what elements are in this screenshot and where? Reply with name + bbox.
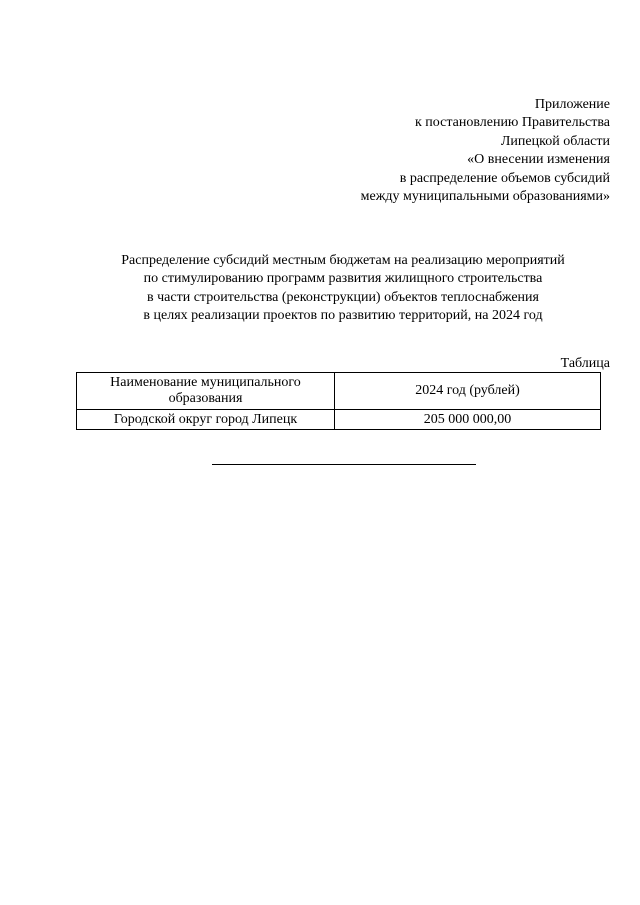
title-line: в части строительства (реконструкции) объектов теплоснабжения [147, 289, 539, 305]
title-line: по стимулированию программ развития жилищного строительства [143, 271, 543, 287]
header-municipality [77, 373, 335, 410]
annex-block [361, 96, 610, 206]
annex-line: Приложение [534, 97, 610, 112]
title-line: Распределение субсидий местным бюджетам на реализацию мероприятий [121, 253, 565, 268]
header-amount: 2024 год (рублей) [335, 373, 601, 410]
subsidy-table [76, 372, 601, 430]
closing-rule [212, 464, 476, 465]
cell-municipality: Городской округ город Липецк [77, 410, 335, 430]
header-municipality-line1: Наименование муниципального [110, 375, 301, 390]
cell-amount: 205 000 000,00 [335, 410, 601, 430]
title-line: в целях реализации проектов по развитию территорий, на 2024 год [143, 308, 543, 324]
header-municipality-line2: образования [168, 391, 243, 406]
table-header-row [77, 373, 601, 410]
table-row [77, 410, 601, 430]
annex-line: между муниципальными образованиями» [360, 189, 610, 205]
annex-line: в распределение объемов субсидий [399, 170, 610, 186]
table-caption: Таблица [560, 356, 610, 371]
annex-line: Липецкой области [500, 133, 610, 149]
annex-line: «О внесении изменения [467, 152, 610, 168]
annex-line: к постановлению Правительства [414, 115, 610, 131]
document-title [76, 252, 610, 326]
